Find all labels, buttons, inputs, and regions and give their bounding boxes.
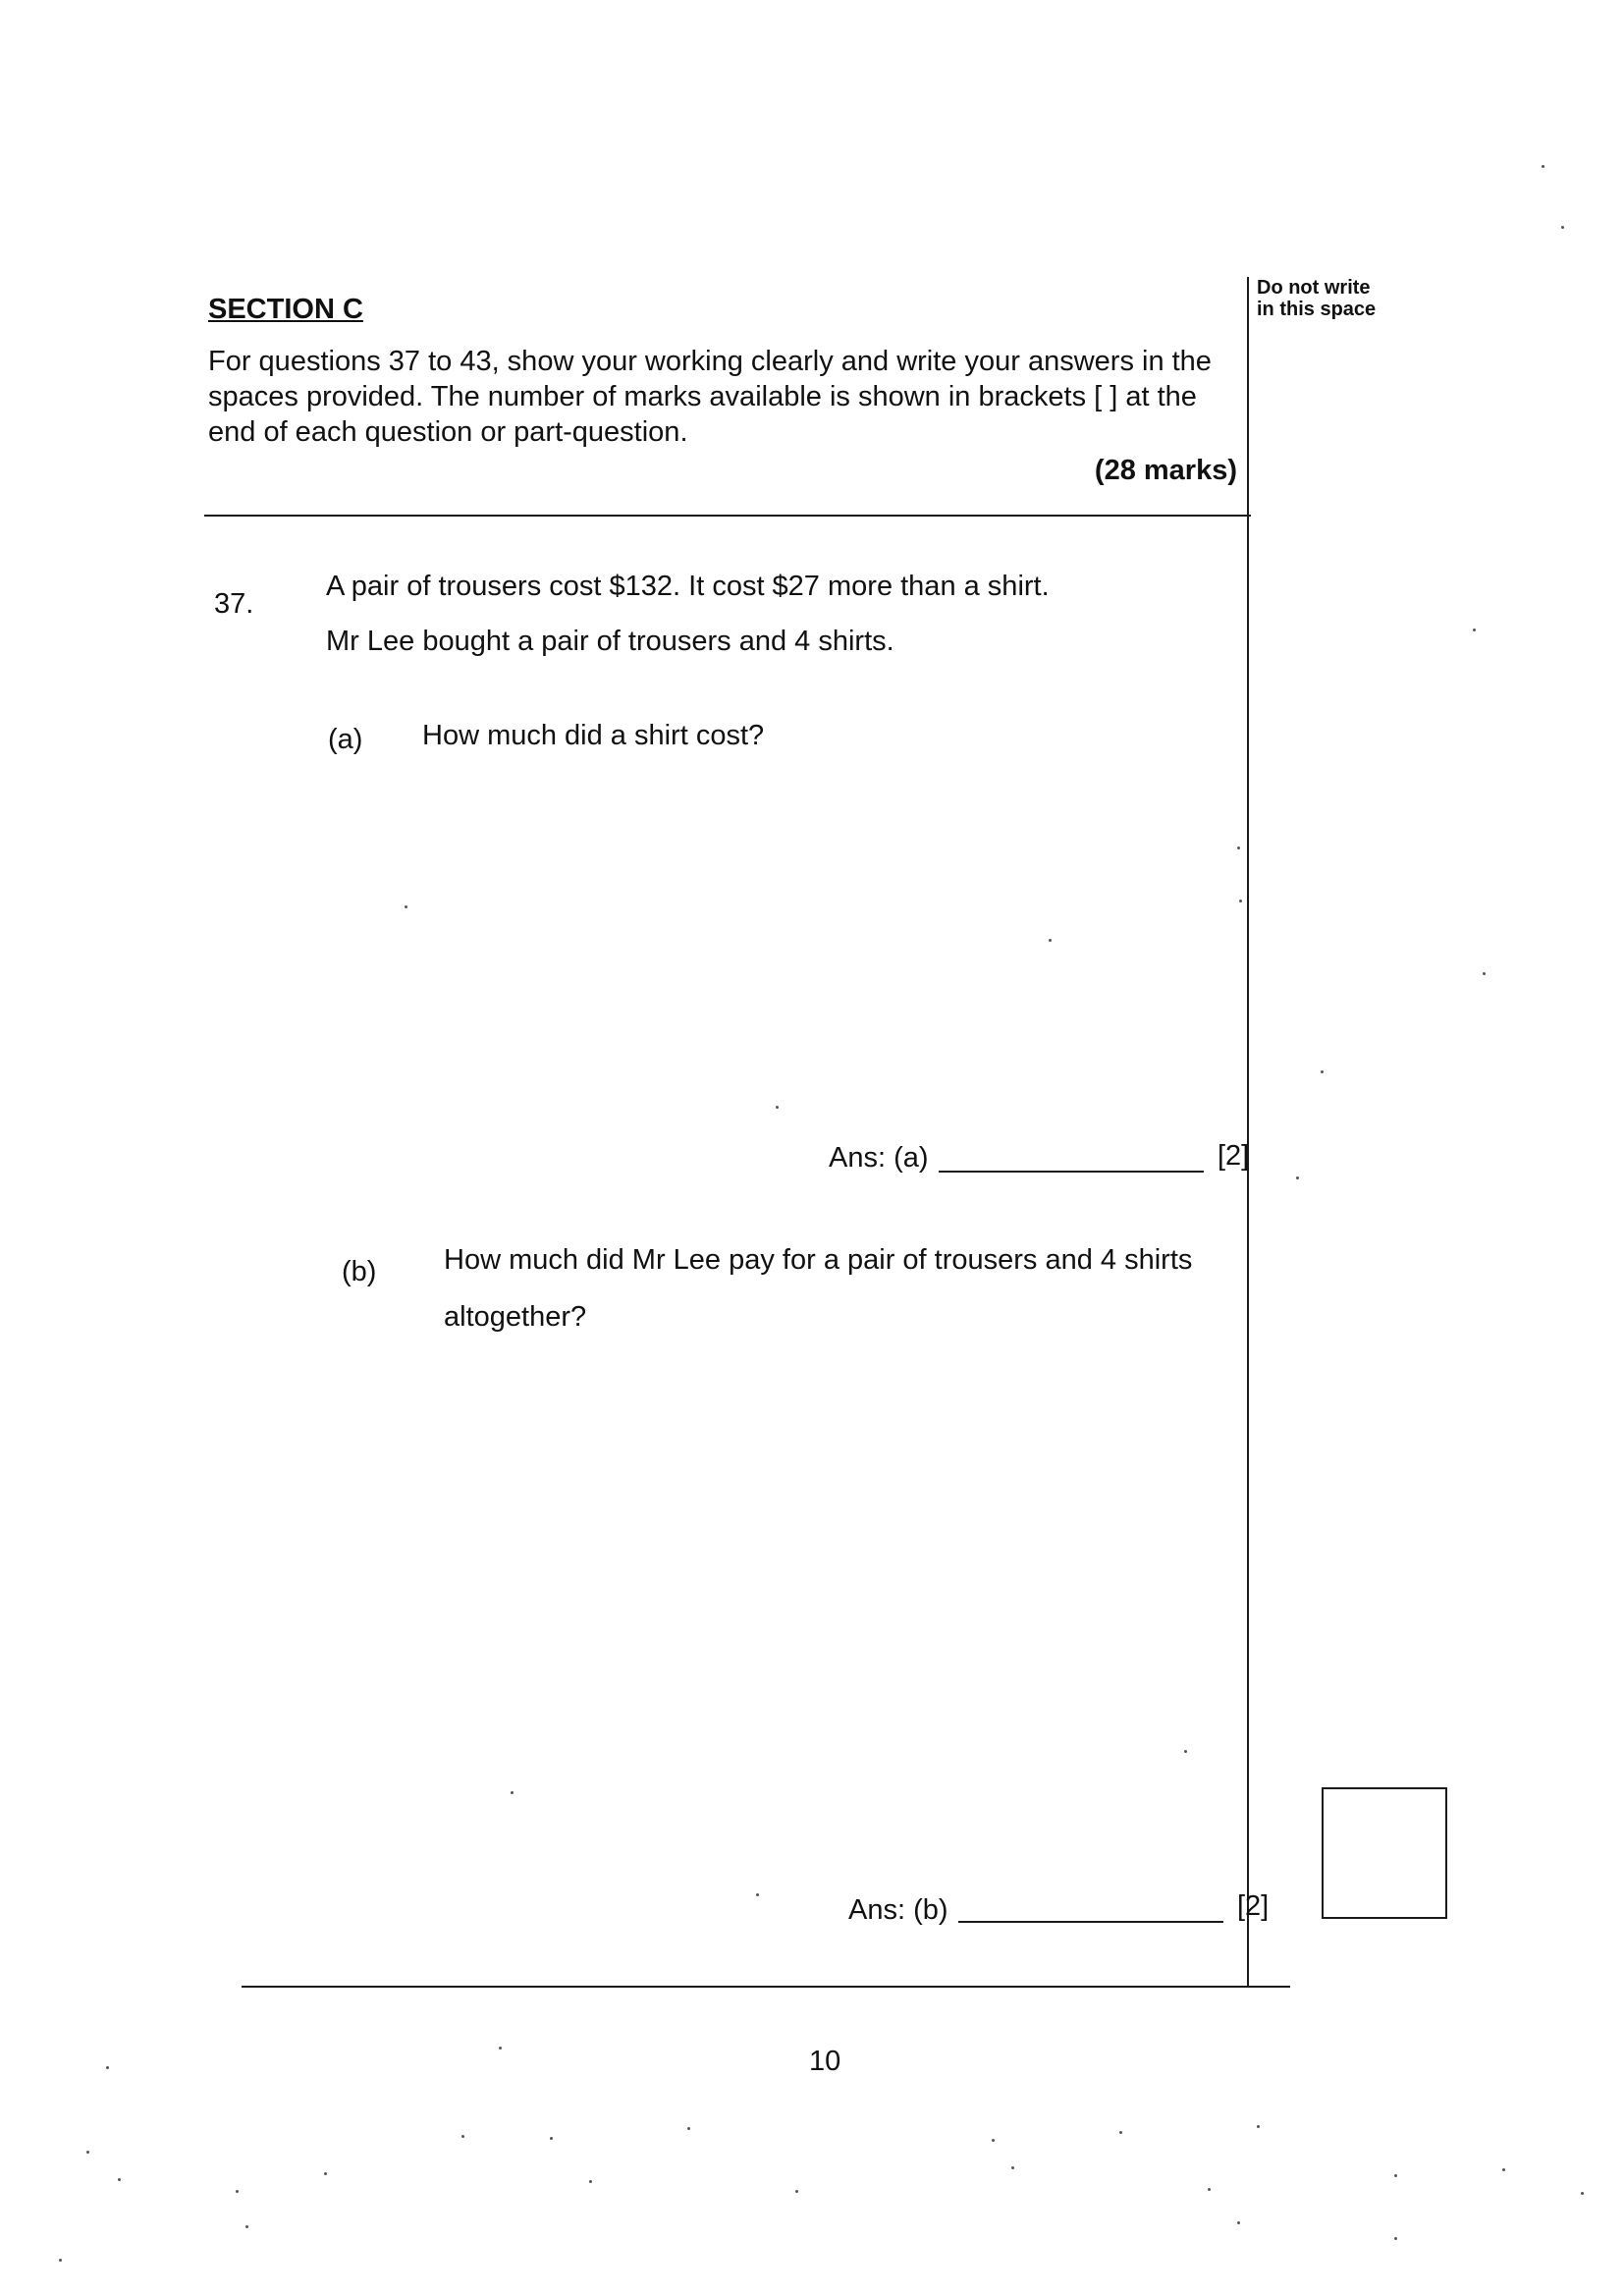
part-a-text: How much did a shirt cost? bbox=[422, 720, 765, 751]
header-divider bbox=[204, 515, 1251, 517]
answer-a-line[interactable] bbox=[939, 1171, 1204, 1173]
answer-b-label: Ans: (b) bbox=[848, 1894, 948, 1926]
part-b-text-line1: How much did Mr Lee pay for a pair of trousers and 4 shirts bbox=[444, 1244, 1193, 1276]
page-number: 10 bbox=[809, 2046, 841, 2077]
answer-a-label: Ans: (a) bbox=[829, 1142, 929, 1174]
part-b-label: (b) bbox=[342, 1256, 377, 1287]
footer-divider bbox=[242, 1986, 1290, 1988]
margin-note-line1: Do not write bbox=[1257, 277, 1371, 299]
margin-note bbox=[1257, 277, 1376, 320]
part-a-marks: [2] bbox=[1218, 1140, 1250, 1172]
total-marks: (28 marks) bbox=[1094, 455, 1237, 486]
section-instructions: For questions 37 to 43, show your working clearly and write your answers in the spaces provided. The number of marks available is shown in brackets [ ] at the end of each question or part-question. bbox=[208, 346, 1212, 448]
question-text-line1: A pair of trousers cost $132. It cost $27 more than a shirt. bbox=[326, 571, 1050, 602]
part-b-marks: [2] bbox=[1237, 1890, 1270, 1922]
part-a-label: (a) bbox=[328, 724, 363, 755]
question-text-line2: Mr Lee bought a pair of trousers and 4 shirts. bbox=[326, 626, 894, 657]
question-number: 37. bbox=[214, 588, 254, 620]
section-title: SECTION C bbox=[208, 294, 363, 325]
margin-note-line2: in this space bbox=[1257, 299, 1377, 320]
margin-divider bbox=[1247, 277, 1249, 1988]
answer-b-line[interactable] bbox=[958, 1921, 1223, 1923]
part-b-text-line2: altogether? bbox=[444, 1301, 587, 1333]
score-box bbox=[1322, 1787, 1447, 1919]
